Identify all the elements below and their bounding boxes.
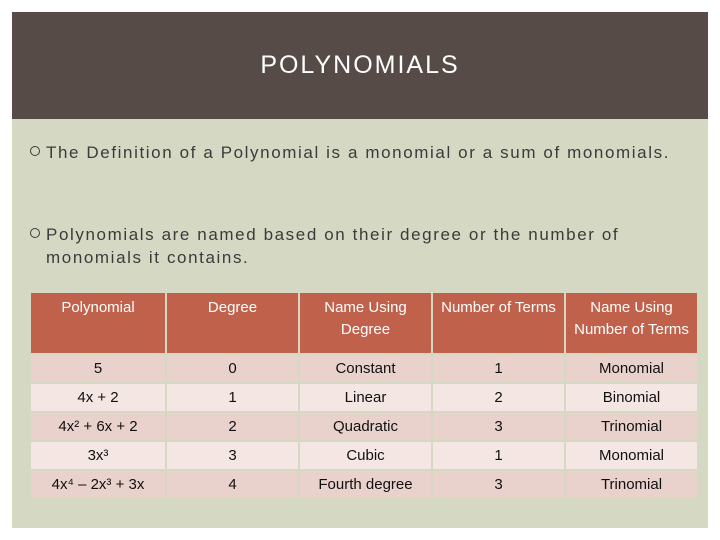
bullet-definition [30, 141, 690, 164]
bullet-naming [30, 223, 690, 269]
bullet-text: Polynomials are named based on their degree or the number of monomials it contains. [46, 225, 620, 267]
cell-degree: 4 [167, 471, 298, 498]
polynomial-table [29, 291, 699, 500]
table-row [31, 442, 697, 469]
header-number-of-terms: Number of Terms [433, 293, 564, 353]
cell-polynomial: 3x³ [31, 442, 165, 469]
table-header-row [31, 293, 697, 353]
table-row [31, 384, 697, 411]
cell-degree: 1 [167, 384, 298, 411]
header-name-using-degree: Name Using Degree [300, 293, 431, 353]
cell-term-name: Trinomial [566, 413, 697, 440]
cell-degree-name: Cubic [300, 442, 431, 469]
cell-degree-name: Linear [300, 384, 431, 411]
cell-term-name: Monomial [566, 355, 697, 382]
cell-polynomial: 4x⁴ – 2x³ + 3x [31, 471, 165, 498]
table-row [31, 471, 697, 498]
cell-polynomial: 4x + 2 [31, 384, 165, 411]
cell-term-name: Binomial [566, 384, 697, 411]
cell-term-count: 3 [433, 471, 564, 498]
cell-degree: 2 [167, 413, 298, 440]
table-row [31, 413, 697, 440]
header-polynomial: Polynomial [31, 293, 165, 353]
cell-degree-name: Constant [300, 355, 431, 382]
bullet-circle-icon [30, 228, 40, 238]
bullet-text: The Definition of a Polynomial is a monomial or a sum of monomials. [46, 143, 671, 162]
cell-term-name: Trinomial [566, 471, 697, 498]
cell-polynomial: 4x² + 6x + 2 [31, 413, 165, 440]
slide [12, 12, 708, 528]
table-row [31, 355, 697, 382]
cell-degree-name: Fourth degree [300, 471, 431, 498]
cell-degree: 3 [167, 442, 298, 469]
cell-degree-name: Quadratic [300, 413, 431, 440]
header-name-using-number-of-terms: Name Using Number of Terms [566, 293, 697, 353]
title-bar [12, 12, 708, 119]
slide-title: POLYNOMIALS [260, 51, 460, 79]
cell-term-count: 1 [433, 442, 564, 469]
cell-polynomial: 5 [31, 355, 165, 382]
header-degree: Degree [167, 293, 298, 353]
cell-term-count: 1 [433, 355, 564, 382]
cell-term-name: Monomial [566, 442, 697, 469]
cell-degree: 0 [167, 355, 298, 382]
bullet-circle-icon [30, 146, 40, 156]
cell-term-count: 2 [433, 384, 564, 411]
cell-term-count: 3 [433, 413, 564, 440]
